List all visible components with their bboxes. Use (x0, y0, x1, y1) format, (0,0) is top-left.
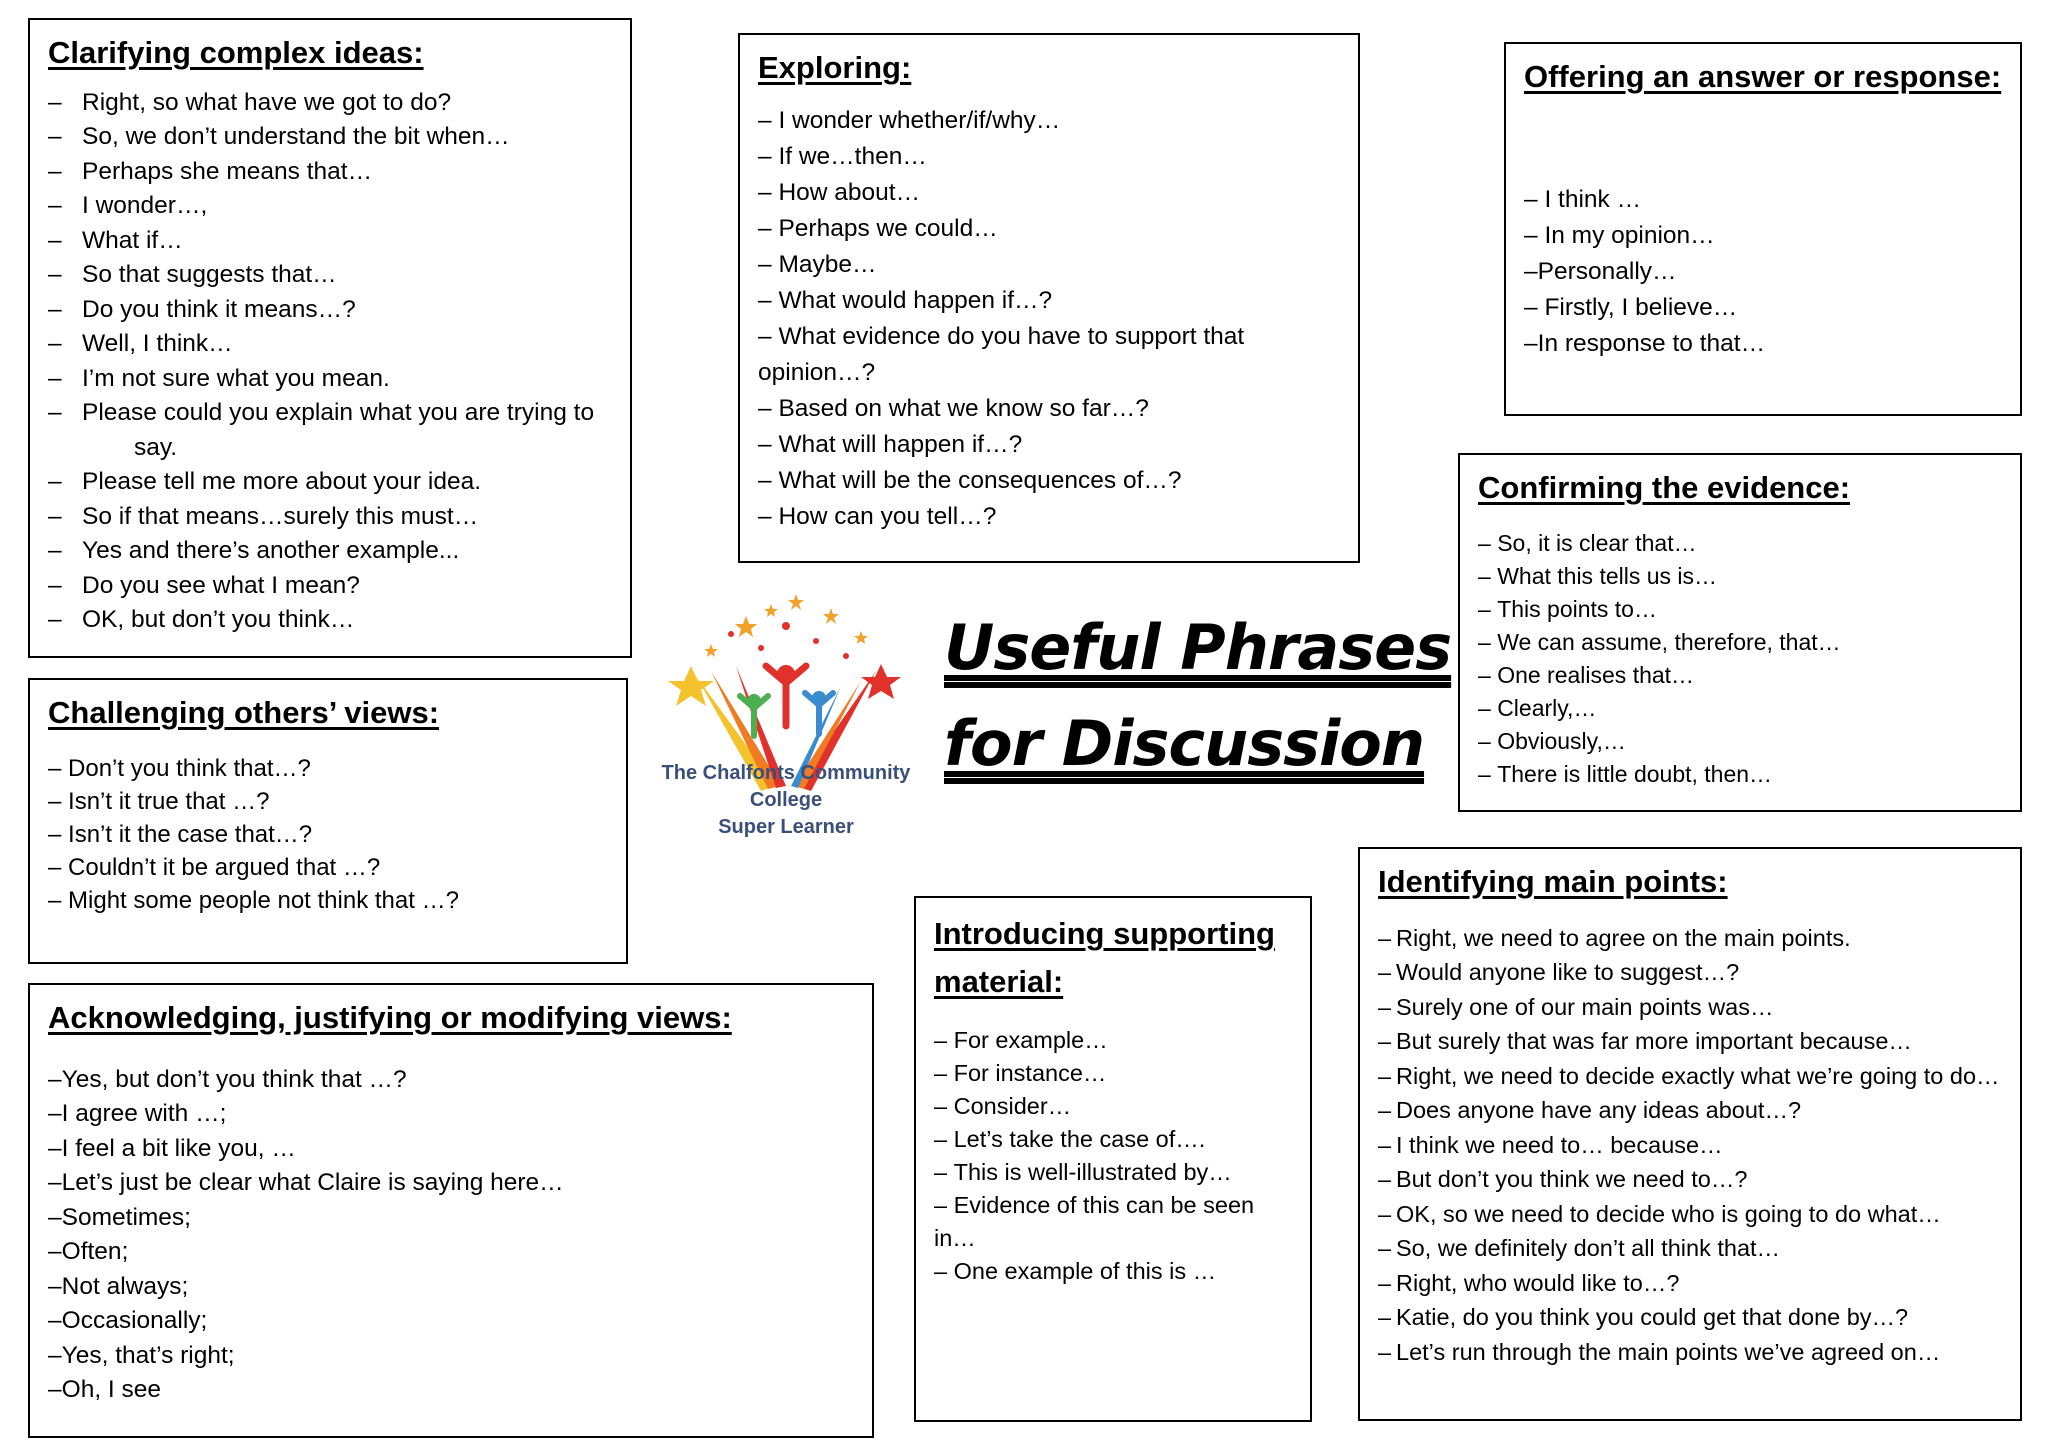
challenging-panel (28, 678, 628, 964)
exploring-heading: Exploring: (758, 50, 912, 85)
offering-heading: Offering an answer or response: (1524, 59, 2002, 94)
list-item: – So that suggests that… (48, 261, 337, 289)
list-item: – Based on what we know so far…? (758, 391, 1340, 427)
page-title (944, 600, 1452, 792)
list-item: – One example of this is … (934, 1255, 1292, 1288)
identifying-panel (1358, 847, 2022, 1421)
list-item: – Well, I think… (48, 330, 233, 358)
exploring-list (758, 103, 1340, 535)
list-item: – Consider… (934, 1090, 1292, 1123)
list-item: – What if… (48, 226, 183, 254)
list-item: – Sometimes; (48, 1201, 854, 1236)
list-item: – Evidence of this can be seen in… (934, 1189, 1292, 1255)
acknowledging-list (48, 1063, 854, 1408)
list-item: – This points to… (1478, 593, 2002, 626)
page-title-line2: for Discussion (944, 707, 1425, 780)
acknowledging-heading: Acknowledging, justifying or modifying views: (48, 1000, 732, 1035)
list-item: – Surely one of our main points was… (1378, 990, 2002, 1025)
list-item: – Right, who would like to…? (1378, 1266, 2002, 1301)
list-item: – So, we don’t understand the bit when… (48, 123, 510, 151)
list-item: – Right, we need to decide exactly what we’re going to do… (1378, 1059, 2002, 1094)
college-name-line1: The Chalfonts Community College (661, 762, 911, 811)
list-item: – Might some people not think that …? (48, 884, 608, 917)
list-item: – Right, we need to agree on the main points. (1378, 921, 2002, 956)
list-item: – For example… (934, 1024, 1292, 1057)
list-item: – Oh, I see (48, 1373, 854, 1408)
list-item: – I agree with …; (48, 1097, 854, 1132)
identifying-heading: Identifying main points: (1378, 864, 1728, 899)
list-item: – Isn’t it true that …? (48, 785, 608, 818)
list-item: – But don’t you think we need to…? (1378, 1162, 2002, 1197)
list-item: – Yes, that’s right; (48, 1339, 854, 1374)
list-item: – Often; (48, 1235, 854, 1270)
list-item: – OK, but don’t you think… (48, 606, 355, 634)
list-item: – I wonder…, (48, 192, 208, 220)
list-item: –In response to that… (1524, 329, 1766, 357)
list-item: – Let’s take the case of…. (934, 1123, 1292, 1156)
list-item: – Perhaps she means that… (48, 157, 373, 185)
exploring-panel (738, 33, 1360, 563)
list-item: – Obviously,… (1478, 725, 2002, 758)
list-item: – Occasionally; (48, 1304, 854, 1339)
list-item: – One realises that… (1478, 659, 2002, 692)
challenging-list (48, 752, 608, 917)
list-item: – I’m not sure what you mean. (48, 364, 390, 392)
page-title-line1: Useful Phrases (944, 611, 1452, 684)
list-item: – Clearly,… (1478, 692, 2002, 725)
list-item: – Let’s just be clear what Claire is saying here… (48, 1166, 854, 1201)
list-item: – Perhaps we could… (758, 211, 1340, 247)
list-item: – Maybe… (758, 247, 1340, 283)
confirming-heading: Confirming the evidence: (1478, 470, 1851, 505)
list-item: – We can assume, therefore, that… (1478, 626, 2002, 659)
introducing-heading: Introducing supporting material: (934, 916, 1275, 999)
introducing-list (934, 1024, 1292, 1288)
introducing-panel (914, 896, 1312, 1422)
list-item: – Don’t you think that…? (48, 752, 608, 785)
wrap-text: say. (134, 433, 178, 461)
list-item: – This is well-illustrated by… (934, 1156, 1292, 1189)
list-item: – What this tells us is… (1478, 560, 2002, 593)
offering-list (1524, 182, 2002, 362)
list-item: – What will be the consequences of…? (758, 463, 1340, 499)
clarifying-panel (28, 18, 632, 658)
list-item: – So, we definitely don’t all think that… (1378, 1231, 2002, 1266)
list-item: – What would happen if…? (758, 283, 1340, 319)
list-item: – Do you think it means…? (48, 295, 356, 323)
list-item: – Please could you explain what you are trying to say. (48, 396, 612, 465)
acknowledging-panel (28, 983, 874, 1438)
list-item: – Yes, but don’t you think that …? (48, 1063, 854, 1098)
list-item: –Personally… (1524, 257, 1677, 285)
list-item: – If we…then… (758, 139, 1340, 175)
list-item: – Couldn’t it be argued that …? (48, 851, 608, 884)
list-item: – Not always; (48, 1270, 854, 1305)
list-item: – So if that means…surely this must… (48, 502, 479, 530)
list-item: – In my opinion… (1524, 221, 1715, 249)
list-item: – I think … (1524, 185, 1642, 213)
list-item: – I think we need to… because… (1378, 1128, 2002, 1163)
list-item: – How can you tell…? (758, 499, 1340, 535)
list-item: – How about… (758, 175, 1340, 211)
list-item: – What will happen if…? (758, 427, 1340, 463)
list-item: – There is little doubt, then… (1478, 758, 2002, 791)
list-item: – I wonder whether/if/why… (758, 103, 1340, 139)
list-item: – Katie, do you think you could get that done by…? (1378, 1300, 2002, 1335)
list-item: – Let’s run through the main points we’ve agreed on… (1378, 1335, 2002, 1370)
clarifying-heading: Clarifying complex ideas: (48, 35, 424, 70)
clarifying-list (48, 86, 612, 638)
list-item: – But surely that was far more important because… (1378, 1024, 2002, 1059)
list-item: – Firstly, I believe… (1524, 293, 1738, 321)
confirming-list (1478, 527, 2002, 791)
confirming-panel (1458, 453, 2022, 812)
list-item: – OK, so we need to decide who is going to do what… (1378, 1197, 2002, 1232)
list-item: – Would anyone like to suggest…? (1378, 955, 2002, 990)
list-item: – Right, so what have we got to do? (48, 88, 452, 116)
college-name-line2: Super Learner (718, 816, 854, 838)
list-item: – Does anyone have any ideas about…? (1378, 1093, 2002, 1128)
offering-panel (1504, 42, 2022, 416)
list-item: – What evidence do you have to support that opinion…? (758, 319, 1340, 391)
list-item: – Isn’t it the case that…? (48, 818, 608, 851)
college-name (626, 760, 946, 841)
list-item: – For instance… (934, 1057, 1292, 1090)
list-item: – Yes and there’s another example... (48, 537, 460, 565)
list-item: – I feel a bit like you, … (48, 1132, 854, 1167)
identifying-list (1378, 921, 2002, 1370)
list-item: – Do you see what I mean? (48, 571, 360, 599)
list-item: – So, it is clear that… (1478, 527, 2002, 560)
list-item: – Please tell me more about your idea. (48, 468, 482, 496)
challenging-heading: Challenging others’ views: (48, 695, 440, 730)
